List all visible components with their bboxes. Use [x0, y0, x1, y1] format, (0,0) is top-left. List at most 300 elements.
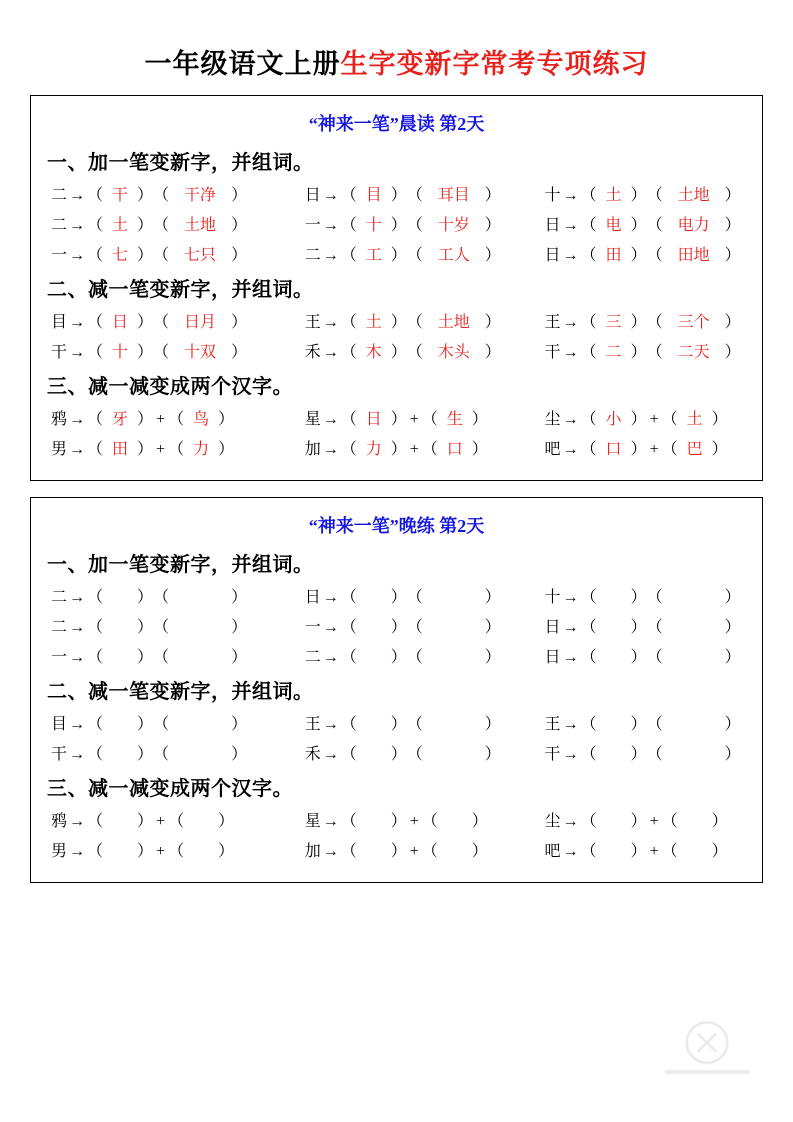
base-char: 二: [51, 589, 68, 606]
arrow-icon: →: [562, 441, 579, 458]
paren-open: （: [646, 187, 663, 204]
paren-close: ）: [390, 247, 407, 264]
paren-close: ）: [231, 649, 248, 666]
plus-icon: +: [649, 441, 659, 458]
paren-open: （: [340, 619, 357, 636]
paren-open: （: [580, 344, 597, 361]
section-heading: “神来一笔”晨读 第2天: [308, 114, 485, 134]
paren-close: ）: [231, 716, 248, 733]
exercise-row: [45, 242, 748, 265]
exercise-row: [45, 406, 748, 429]
plus-icon: +: [156, 441, 166, 458]
paren-close: ）: [630, 217, 647, 234]
exercise-item[interactable]: [45, 309, 301, 332]
paren-close: ）: [711, 441, 728, 458]
paren-close: ）: [390, 589, 407, 606]
paren-open: （: [153, 247, 170, 264]
answer-word[interactable]: 二天: [677, 344, 710, 361]
answer-char[interactable]: 工: [365, 247, 382, 264]
paren-open: （: [406, 187, 423, 204]
paren-close: ）: [724, 649, 741, 666]
base-char: 二: [304, 649, 321, 666]
paren-close: ）: [137, 187, 154, 204]
paren-close: ）: [484, 589, 501, 606]
answer-right[interactable]: 土: [686, 411, 703, 428]
answer-char[interactable]: 二: [605, 344, 622, 361]
answer-char[interactable]: 干: [112, 187, 129, 204]
paren-open: （: [406, 314, 423, 331]
paren-close: ）: [471, 411, 488, 428]
paren-open: （: [168, 411, 185, 428]
answer-left[interactable]: 田: [112, 441, 129, 458]
paren-close: ）: [137, 746, 154, 763]
paren-close: ）: [390, 441, 407, 458]
answer-word[interactable]: 十双: [184, 344, 217, 361]
exercise-item[interactable]: [301, 838, 541, 861]
answer-word[interactable]: 七只: [184, 247, 217, 264]
answer-right[interactable]: 力: [193, 441, 210, 458]
answer-right[interactable]: 口: [446, 441, 463, 458]
answer-char[interactable]: 目: [365, 187, 382, 204]
base-char: 一: [51, 247, 68, 264]
paren-close: ）: [231, 247, 248, 264]
arrow-icon: →: [322, 813, 339, 830]
answer-left[interactable]: 日: [365, 411, 382, 428]
paren-open: （: [580, 649, 597, 666]
paren-close: ）: [471, 843, 488, 860]
paren-close: ）: [630, 716, 647, 733]
paren-open: （: [406, 247, 423, 264]
paren-close: ）: [724, 217, 741, 234]
paren-close: ）: [630, 843, 647, 860]
arrow-icon: →: [69, 589, 86, 606]
base-char: 尘: [544, 813, 561, 830]
arrow-icon: →: [562, 247, 579, 264]
exercise-item[interactable]: [541, 406, 748, 429]
paren-close: ）: [724, 344, 741, 361]
answer-right[interactable]: 鸟: [193, 411, 210, 428]
answer-char[interactable]: 十: [112, 344, 129, 361]
exercise-item[interactable]: [541, 644, 748, 667]
paren-open: （: [646, 314, 663, 331]
arrow-icon: →: [562, 716, 579, 733]
answer-word[interactable]: 田地: [677, 247, 710, 264]
paren-open: （: [406, 619, 423, 636]
exercise-item[interactable]: [301, 182, 541, 205]
exercise-item[interactable]: [45, 436, 301, 459]
paren-close: ）: [137, 314, 154, 331]
plus-icon: +: [409, 411, 419, 428]
section-morning: [30, 95, 763, 481]
answer-char[interactable]: 七: [112, 247, 129, 264]
arrow-icon: →: [322, 589, 339, 606]
arrow-icon: →: [322, 187, 339, 204]
base-char: 王: [304, 314, 321, 331]
paren-open: （: [646, 589, 663, 606]
part-title: 三、减一减变成两个汉字。: [47, 778, 293, 800]
paren-open: （: [406, 217, 423, 234]
exercise-item[interactable]: [541, 242, 748, 265]
paren-close: ）: [724, 619, 741, 636]
paren-close: ）: [231, 344, 248, 361]
paren-open: （: [153, 649, 170, 666]
base-char: 尘: [544, 411, 561, 428]
paren-open: （: [580, 813, 597, 830]
exercise-row: [45, 614, 748, 637]
paren-open: （: [580, 589, 597, 606]
exercise-item[interactable]: [301, 614, 541, 637]
paren-close: ）: [231, 314, 248, 331]
paren-open: （: [580, 187, 597, 204]
base-char: 星: [304, 411, 321, 428]
answer-char[interactable]: 田: [605, 247, 622, 264]
paren-close: ）: [218, 441, 235, 458]
answer-word[interactable]: 耳目: [437, 187, 470, 204]
exercise-item[interactable]: [541, 741, 748, 764]
plus-icon: +: [409, 813, 419, 830]
base-char: 十: [544, 589, 561, 606]
base-char: 星: [304, 813, 321, 830]
paren-open: （: [87, 411, 104, 428]
exercise-item[interactable]: [541, 309, 748, 332]
exercise-item[interactable]: [301, 309, 541, 332]
paren-open: （: [340, 411, 357, 428]
paren-open: （: [153, 589, 170, 606]
paren-close: ）: [711, 411, 728, 428]
arrow-icon: →: [562, 746, 579, 763]
base-char: 日: [304, 589, 321, 606]
paren-open: （: [646, 746, 663, 763]
paren-close: ）: [390, 314, 407, 331]
paren-close: ）: [137, 217, 154, 234]
paren-open: （: [580, 716, 597, 733]
exercise-item[interactable]: [301, 212, 541, 235]
arrow-icon: →: [562, 187, 579, 204]
paren-open: （: [340, 746, 357, 763]
base-char: 王: [544, 314, 561, 331]
exercise-item[interactable]: [541, 584, 748, 607]
paren-close: ）: [231, 619, 248, 636]
base-char: 吧: [544, 843, 561, 860]
arrow-icon: →: [69, 314, 86, 331]
base-char: 日: [544, 619, 561, 636]
arrow-icon: →: [562, 217, 579, 234]
answer-word[interactable]: 木头: [437, 344, 470, 361]
arrow-icon: →: [69, 247, 86, 264]
paren-close: ）: [137, 247, 154, 264]
paren-close: ）: [137, 649, 154, 666]
exercise-item[interactable]: [301, 436, 541, 459]
paren-close: ）: [218, 843, 235, 860]
base-char: 干: [544, 746, 561, 763]
base-char: 二: [304, 247, 321, 264]
exercise-item[interactable]: [45, 339, 301, 362]
paren-close: ）: [390, 344, 407, 361]
base-char: 目: [51, 314, 68, 331]
paren-open: （: [661, 813, 678, 830]
exercise-row: [45, 182, 748, 205]
exercise-item[interactable]: [301, 644, 541, 667]
arrow-icon: →: [562, 813, 579, 830]
base-char: 王: [304, 716, 321, 733]
paren-open: （: [87, 589, 104, 606]
arrow-icon: →: [322, 619, 339, 636]
exercise-item[interactable]: [45, 584, 301, 607]
answer-word[interactable]: 日月: [184, 314, 217, 331]
paren-open: （: [153, 217, 170, 234]
arrow-icon: →: [322, 441, 339, 458]
paren-open: （: [87, 187, 104, 204]
paren-open: （: [646, 716, 663, 733]
exercise-item[interactable]: [541, 212, 748, 235]
plus-icon: +: [649, 411, 659, 428]
paren-close: ）: [137, 619, 154, 636]
answer-right[interactable]: 巴: [686, 441, 703, 458]
paren-close: ）: [724, 716, 741, 733]
paren-open: （: [153, 619, 170, 636]
paren-open: （: [580, 247, 597, 264]
answer-char[interactable]: 十: [365, 217, 382, 234]
paren-open: （: [646, 619, 663, 636]
plus-icon: +: [649, 813, 659, 830]
answer-char[interactable]: 土: [605, 187, 622, 204]
paren-close: ）: [390, 716, 407, 733]
answer-char[interactable]: 土: [365, 314, 382, 331]
arrow-icon: →: [562, 843, 579, 860]
paren-open: （: [421, 813, 438, 830]
paren-open: （: [153, 716, 170, 733]
paren-close: ）: [390, 411, 407, 428]
exercise-item[interactable]: [541, 838, 748, 861]
exercise-item[interactable]: [45, 741, 301, 764]
base-char: 二: [51, 217, 68, 234]
answer-left[interactable]: 牙: [112, 411, 129, 428]
paren-open: （: [580, 217, 597, 234]
answer-left[interactable]: 口: [605, 441, 622, 458]
exercise-item[interactable]: [301, 242, 541, 265]
paren-close: ）: [630, 813, 647, 830]
exercise-item[interactable]: [541, 339, 748, 362]
paren-open: （: [87, 441, 104, 458]
paren-close: ）: [484, 746, 501, 763]
arrow-icon: →: [562, 411, 579, 428]
exercise-item[interactable]: [541, 808, 748, 831]
paren-close: ）: [471, 441, 488, 458]
paren-close: ）: [137, 716, 154, 733]
exercise-item[interactable]: [301, 808, 541, 831]
plus-icon: +: [409, 441, 419, 458]
exercise-item[interactable]: [45, 644, 301, 667]
paren-close: ）: [630, 649, 647, 666]
exercise-item[interactable]: [45, 614, 301, 637]
answer-right[interactable]: 生: [446, 411, 463, 428]
base-char: 二: [51, 187, 68, 204]
answer-left[interactable]: 力: [365, 441, 382, 458]
exercise-item[interactable]: [301, 584, 541, 607]
plus-icon: +: [156, 843, 166, 860]
paren-open: （: [661, 843, 678, 860]
paren-open: （: [87, 619, 104, 636]
answer-char[interactable]: 日: [112, 314, 129, 331]
exercise-row: [45, 711, 748, 734]
paren-open: （: [87, 649, 104, 666]
exercise-item[interactable]: [301, 406, 541, 429]
paren-close: ）: [630, 746, 647, 763]
paren-close: ）: [390, 217, 407, 234]
paren-open: （: [87, 217, 104, 234]
exercise-row: [45, 644, 748, 667]
part-title: 一、加一笔变新字，并组词。: [47, 554, 314, 576]
paren-open: （: [340, 589, 357, 606]
exercise-item[interactable]: [45, 182, 301, 205]
paren-open: （: [87, 247, 104, 264]
paren-close: ）: [390, 649, 407, 666]
paren-open: （: [580, 441, 597, 458]
page-title-red: 生字变新字常考专项练习: [340, 49, 649, 79]
base-char: 干: [51, 344, 68, 361]
paren-close: ）: [137, 813, 154, 830]
base-char: 一: [304, 217, 321, 234]
answer-char[interactable]: 木: [365, 344, 382, 361]
paren-open: （: [661, 441, 678, 458]
paren-close: ）: [218, 411, 235, 428]
paren-close: ）: [137, 843, 154, 860]
base-char: 男: [51, 441, 68, 458]
arrow-icon: →: [69, 649, 86, 666]
paren-close: ）: [484, 649, 501, 666]
arrow-icon: →: [562, 344, 579, 361]
arrow-icon: →: [69, 619, 86, 636]
paren-open: （: [87, 716, 104, 733]
arrow-icon: →: [322, 314, 339, 331]
paren-close: ）: [630, 187, 647, 204]
base-char: 干: [51, 746, 68, 763]
arrow-icon: →: [322, 344, 339, 361]
exercise-item[interactable]: [45, 212, 301, 235]
paren-open: （: [153, 344, 170, 361]
base-char: 一: [51, 649, 68, 666]
paren-open: （: [340, 187, 357, 204]
answer-word[interactable]: 土地: [677, 187, 710, 204]
paren-close: ）: [630, 411, 647, 428]
answer-word[interactable]: 土地: [437, 314, 470, 331]
answer-word[interactable]: 工人: [437, 247, 470, 264]
arrow-icon: →: [322, 247, 339, 264]
paren-close: ）: [484, 716, 501, 733]
paren-open: （: [406, 746, 423, 763]
paren-open: （: [421, 441, 438, 458]
paren-close: ）: [484, 344, 501, 361]
paren-open: （: [340, 344, 357, 361]
exercise-item[interactable]: [45, 711, 301, 734]
exercise-item[interactable]: [45, 808, 301, 831]
page-title-black: 一年级语文上册: [144, 49, 341, 79]
paren-close: ）: [724, 247, 741, 264]
paren-close: ）: [484, 247, 501, 264]
exercise-item[interactable]: [541, 436, 748, 459]
base-char: 吧: [544, 441, 561, 458]
arrow-icon: →: [69, 411, 86, 428]
paren-open: （: [340, 441, 357, 458]
plus-icon: +: [409, 843, 419, 860]
paren-open: （: [646, 247, 663, 264]
base-char: 加: [304, 843, 321, 860]
arrow-icon: →: [562, 649, 579, 666]
paren-open: （: [340, 314, 357, 331]
base-char: 干: [544, 344, 561, 361]
exercise-item[interactable]: [45, 242, 301, 265]
paren-open: （: [421, 411, 438, 428]
paren-close: ）: [630, 589, 647, 606]
answer-char[interactable]: 电: [605, 217, 622, 234]
exercise-item[interactable]: [541, 614, 748, 637]
exercise-item[interactable]: [541, 182, 748, 205]
section-heading: “神来一笔”晚练 第2天: [308, 516, 485, 536]
paren-open: （: [87, 314, 104, 331]
arrow-icon: →: [69, 187, 86, 204]
answer-word[interactable]: 三个: [677, 314, 710, 331]
paren-open: （: [153, 187, 170, 204]
arrow-icon: →: [322, 716, 339, 733]
answer-word[interactable]: 干净: [184, 187, 217, 204]
paren-open: （: [580, 314, 597, 331]
paren-open: （: [340, 843, 357, 860]
exercise-row: [45, 808, 748, 831]
base-char: 十: [544, 187, 561, 204]
exercise-item[interactable]: [301, 339, 541, 362]
paren-close: ）: [137, 411, 154, 428]
paren-open: （: [168, 441, 185, 458]
paren-close: ）: [390, 813, 407, 830]
exercise-row: [45, 436, 748, 459]
part-title: 二、减一笔变新字，并组词。: [47, 279, 314, 301]
answer-char[interactable]: 土: [112, 217, 129, 234]
paren-close: ）: [390, 619, 407, 636]
exercise-item[interactable]: [541, 711, 748, 734]
paren-close: ）: [711, 813, 728, 830]
answer-left[interactable]: 小: [605, 411, 622, 428]
paren-close: ）: [724, 589, 741, 606]
paren-open: （: [646, 217, 663, 234]
paren-close: ）: [231, 746, 248, 763]
paren-close: ）: [231, 187, 248, 204]
exercise-item[interactable]: [301, 741, 541, 764]
exercise-item[interactable]: [45, 838, 301, 861]
exercise-row: [45, 741, 748, 764]
paren-close: ）: [137, 589, 154, 606]
paren-open: （: [340, 247, 357, 264]
answer-word[interactable]: 电力: [677, 217, 710, 234]
part-title: 二、减一笔变新字，并组词。: [47, 681, 314, 703]
paren-open: （: [87, 746, 104, 763]
plus-icon: +: [156, 813, 166, 830]
base-char: 男: [51, 843, 68, 860]
answer-char[interactable]: 三: [605, 314, 622, 331]
paren-open: （: [580, 843, 597, 860]
base-char: 王: [544, 716, 561, 733]
paren-close: ）: [390, 746, 407, 763]
base-char: 禾: [304, 344, 321, 361]
paren-open: （: [168, 813, 185, 830]
paren-close: ）: [484, 314, 501, 331]
answer-word[interactable]: 十岁: [437, 217, 470, 234]
answer-word[interactable]: 土地: [184, 217, 217, 234]
arrow-icon: →: [69, 746, 86, 763]
exercise-item[interactable]: [45, 406, 301, 429]
paren-open: （: [87, 843, 104, 860]
exercise-item[interactable]: [301, 711, 541, 734]
arrow-icon: →: [69, 217, 86, 234]
